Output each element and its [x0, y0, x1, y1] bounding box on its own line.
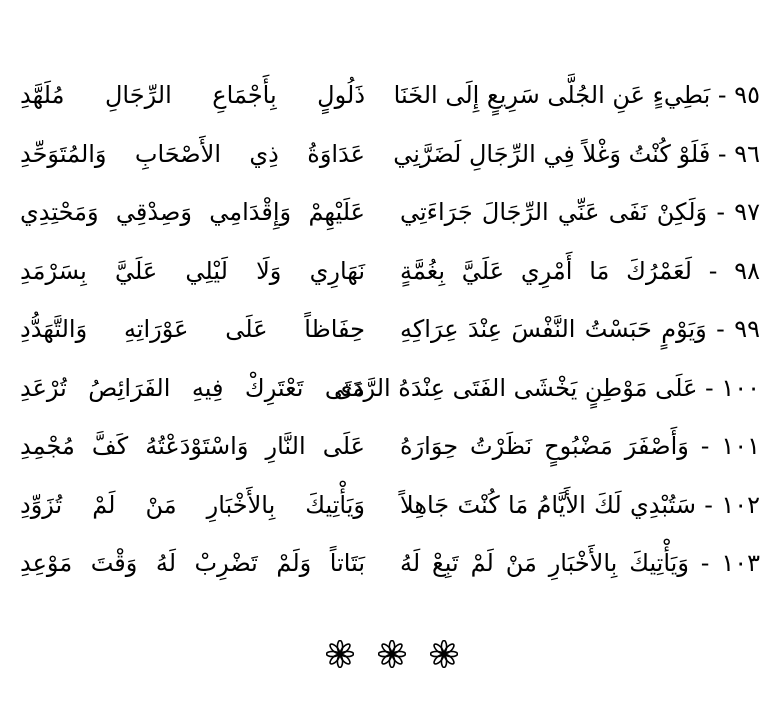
verse-98 [20, 249, 760, 308]
verse-102 [20, 483, 760, 542]
flower-ornament-icon [378, 640, 406, 668]
verse-first-hemistich: ٩٦ - فَلَوْ كُنْتُ وَغْلاً فِي الرِّجَالِ لَضَرَّنِي [393, 139, 760, 168]
flower-ornament-icon [430, 640, 458, 668]
verse-first-text: وَيَوْمٍ حَبَسْتُ النَّفْسَ عِنْدَ عِرَاكِهِ [400, 315, 707, 343]
verse-number: ٩٦ [734, 139, 760, 168]
verse-second-hemistich: ذَلُولٍ بِأَجْمَاعِ الرِّجَالِ مُلَهَّدِ [20, 81, 365, 109]
verse-number: ١٠٢ [721, 490, 760, 519]
verse-second-hemistich: نَهَارِي وَلَا لَيْلِي عَلَيَّ بِسَرْمَدِ [20, 256, 365, 285]
verse-number: ٩٨ [734, 256, 761, 285]
poem [20, 73, 760, 600]
verse-first-hemistich: ٩٧ - وَلَكِنْ نَفَى عَنِّي الرِّجَالَ جَرَاءَتِي [400, 198, 761, 226]
verse-first-text: سَتُبْدِي لَكَ الأَيَّامُ مَا كُنْتَ جَاهِلاً [400, 490, 696, 519]
verse-second-hemistich: بَتَاتاً وَلَمْ تَضْرِبْ لَهُ وَقْتَ مَوْعِدِ [20, 549, 365, 577]
verse-number: ١٠٣ [721, 549, 760, 577]
verse-103 [20, 541, 760, 600]
verse-number: ٩٩ [734, 315, 760, 343]
verse-second-hemistich: عَلَيْهِمْ وَإِقْدَامِي وَصِدْقِي وَمَحْتِدِي [20, 198, 365, 226]
verse-first-text: وَلَكِنْ نَفَى عَنِّي الرِّجَالَ جَرَاءَتِي [400, 198, 708, 226]
verse-first-hemistich: ١٠١ - وَأَصْفَرَ مَضْبُوحٍ نَظَرْتُ حِوَارَهُ [400, 432, 761, 460]
verse-first-hemistich: ٩٨ - لَعَمْرُكَ مَا أَمْرِي عَلَيَّ بِغُمَّةٍ [400, 256, 761, 285]
verse-first-text: فَلَوْ كُنْتُ وَغْلاً فِي الرِّجَالِ لَضَرَّنِي [393, 139, 711, 168]
verse-96 [20, 132, 760, 191]
verse-first-text: وَأَصْفَرَ مَضْبُوحٍ نَظَرْتُ حِوَارَهُ [400, 432, 689, 460]
verse-number: ١٠١ [721, 432, 761, 460]
flower-ornament-icon [326, 640, 354, 668]
verse-first-hemistich: ١٠٠ - عَلَى مَوْطِنٍ يَخْشَى الفَتَى عِنْدَهُ الرَّدَى [333, 373, 760, 402]
verse-first-hemistich: ١٠٢ - سَتُبْدِي لَكَ الأَيَّامُ مَا كُنْتَ جَاهِلاً [400, 490, 760, 519]
verse-second-hemistich: مَتَى تَعْتَرِكْ فِيهِ الفَرَائِصُ تُرْعَدِ [20, 373, 365, 402]
verse-95 [20, 73, 760, 132]
verse-first-text: لَعَمْرُكَ مَا أَمْرِي عَلَيَّ بِغُمَّةٍ [400, 256, 692, 285]
verse-first-text: عَلَى مَوْطِنٍ يَخْشَى الفَتَى عِنْدَهُ الرَّدَى [333, 373, 698, 402]
section-divider-ornaments [0, 640, 783, 680]
verse-number: ١٠٠ [721, 373, 760, 402]
verse-second-hemistich: حِفَاظاً عَلَى عَوْرَاتِهِ وَالتَّهَدُّدِ [20, 315, 365, 343]
verse-100 [20, 366, 760, 425]
verse-first-text: بَطِيءٍ عَنِ الجُلَّى سَرِيعٍ إِلَى الخَنَا [393, 81, 711, 109]
verse-first-hemistich: ٩٥ - بَطِيءٍ عَنِ الجُلَّى سَرِيعٍ إِلَى الخَنَا [393, 81, 760, 109]
verse-99 [20, 307, 760, 366]
verse-second-hemistich: عَدَاوَةُ ذِي الأَصْحَابِ وَالمُتَوَحِّدِ [20, 139, 365, 168]
verse-first-hemistich: ١٠٣ - وَيَأْتِيكَ بِالأَخْبَارِ مَنْ لَمْ تَبِعْ لَهُ [400, 549, 760, 577]
verse-first-hemistich: ٩٩ - وَيَوْمٍ حَبَسْتُ النَّفْسَ عِنْدَ عِرَاكِهِ [400, 315, 760, 343]
verse-second-hemistich: عَلَى النَّارِ وَاسْتَوْدَعْتُهُ كَفَّ مُجْمِدِ [20, 432, 365, 460]
verse-number: ٩٧ [734, 198, 761, 226]
verse-second-hemistich: وَيَأْتِيكَ بِالأَخْبَارِ مَنْ لَمْ تُزَوِّدِ [20, 490, 365, 519]
verse-97 [20, 190, 760, 249]
verse-101 [20, 424, 760, 483]
verse-number: ٩٥ [734, 81, 760, 109]
verse-first-text: وَيَأْتِيكَ بِالأَخْبَارِ مَنْ لَمْ تَبِعْ لَهُ [400, 549, 689, 577]
